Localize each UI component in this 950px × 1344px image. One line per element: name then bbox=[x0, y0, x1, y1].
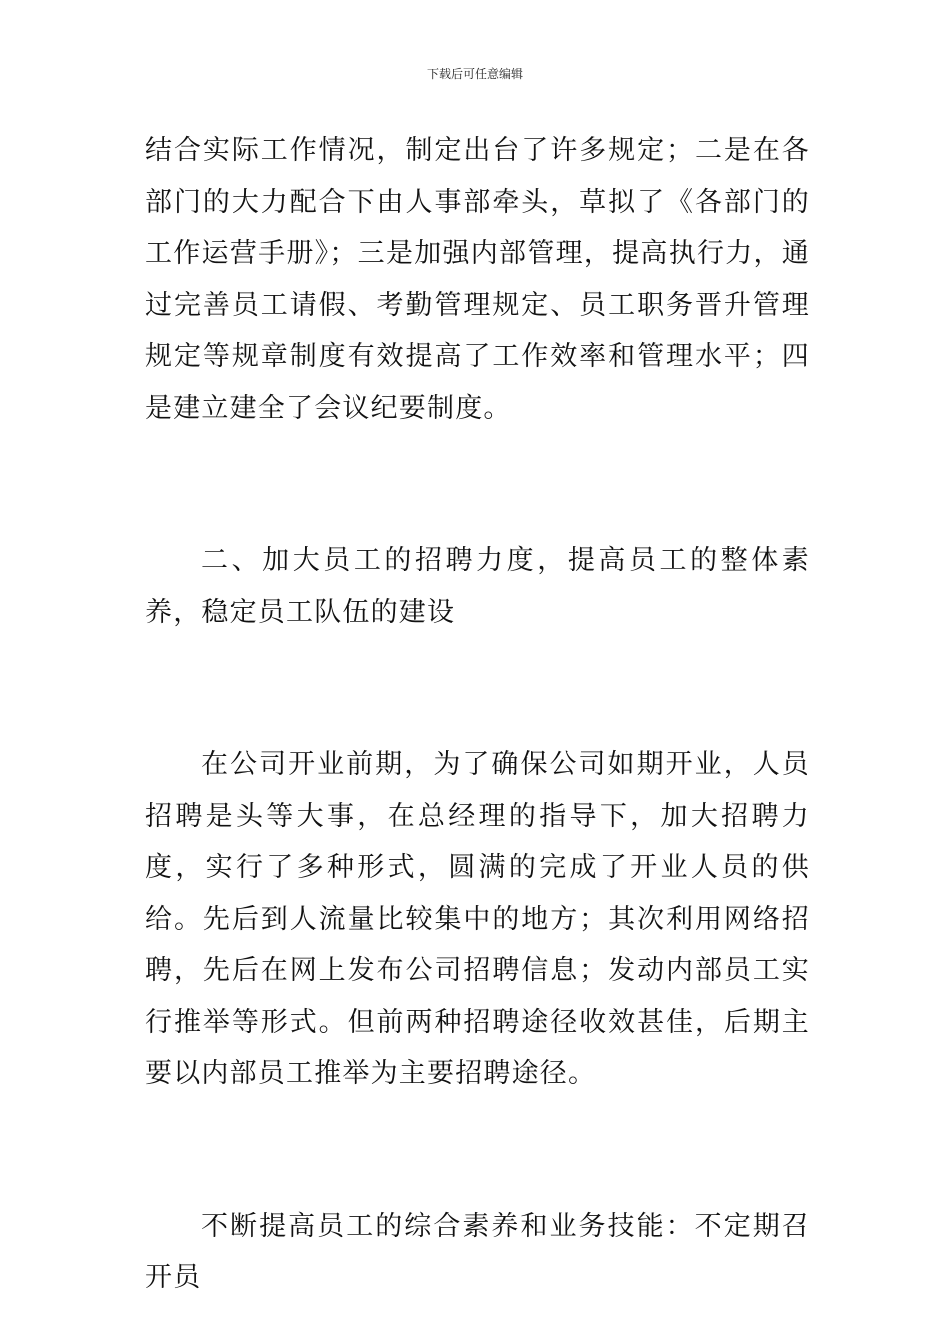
document-body bbox=[145, 125, 810, 1304]
section-heading-2: 二、加大员工的招聘力度，提高员工的整体素养，稳定员工队伍的建设 bbox=[145, 545, 810, 628]
paragraph-continuation: 结合实际工作情况，制定出台了许多规定；二是在各部门的大力配合下由人事部牵头，草拟了《各部门的工作运营手册》；三是加强内部管理，提高执行力，通过完善员工请假、考勤管理规定、员工职务晋升管理规定等规章制度有效提高了工作效率和管理水平；四是建立建全了会议纪要制度。 bbox=[145, 135, 810, 424]
page-header-note: 下载后可任意编辑 bbox=[426, 67, 523, 81]
paragraph-recruitment: 在公司开业前期，为了确保公司如期开业，人员招聘是头等大事，在总经理的指导下，加大招聘力度，实行了多种形式，圆满的完成了开业人员的供给。先后到人流量比较集中的地方；其次利用网络招聘，先后在网上发布公司招聘信息；发动内部员工实行推举等形式。但前两种招聘途径收效甚佳，后期主要以内部员工推举为主要招聘途径。 bbox=[145, 749, 810, 1089]
paragraph-training: 不断提高员工的综合素养和业务技能：不定期召开员 bbox=[145, 1210, 810, 1293]
